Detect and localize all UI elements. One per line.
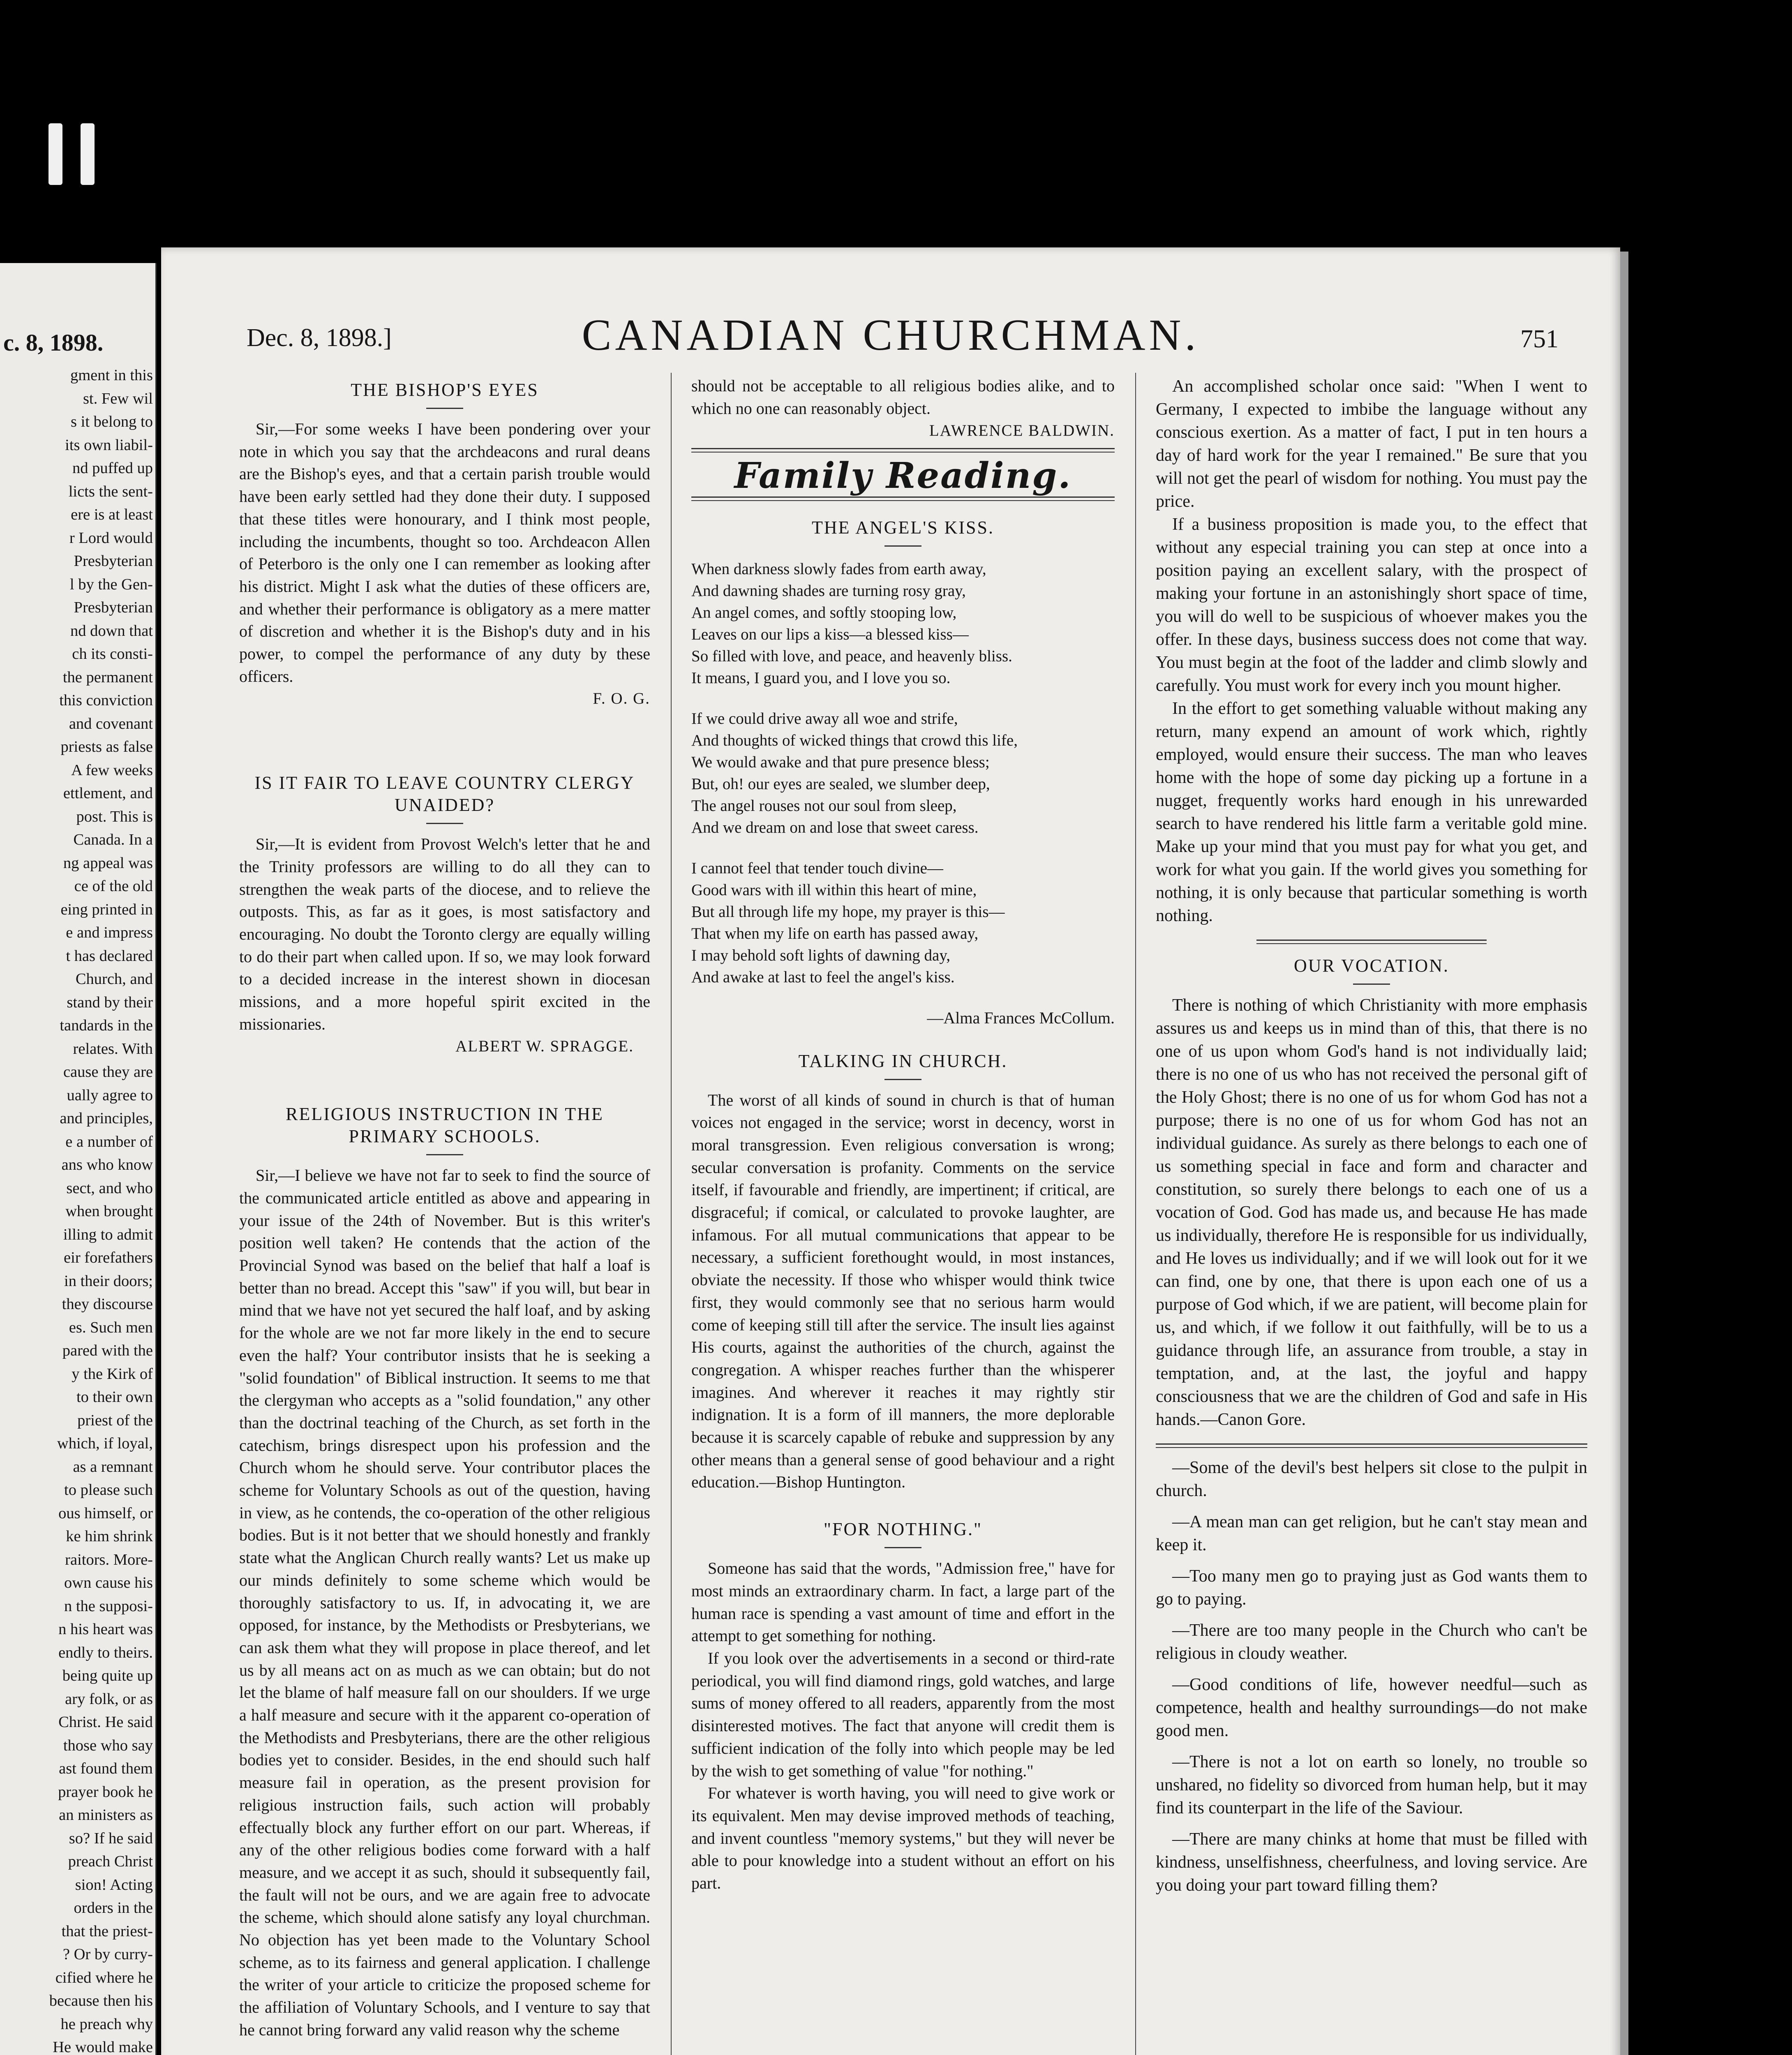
article-title: IS IT FAIR TO LEAVE COUNTRY CLERGY UNAIDED? [254,773,635,815]
left-page-line: A few weeks [71,761,153,779]
left-page-line: s it belong to [71,413,153,430]
left-page-line: tandards in the [60,1017,153,1034]
poem-title: THE ANGEL'S KISS. [812,517,994,538]
page-number: 751 [1520,325,1559,353]
left-page-line: Church, and [75,970,153,988]
left-page-line: gment in this [70,367,153,384]
left-page-line: es. Such men [69,1318,153,1336]
letter-signature: LAWRENCE BALDWIN. [929,422,1115,440]
poem-line: An angel comes, and softly stooping low, [691,603,957,621]
left-page-line: ettlement, and [63,785,153,802]
left-page-line: so? If he said [69,1829,153,1847]
left-page-line: cified where he [55,1969,153,1986]
left-page-line: ch its consti- [72,645,153,663]
left-page-line: raitors. More- [65,1551,153,1568]
left-page-line: n his heart was [58,1621,153,1638]
column-2 [691,375,1115,1895]
left-page-line: post. This is [76,808,153,825]
poem-line: That when my life on earth has passed away, [691,924,979,942]
quip: —A mean man can get religion, but he can't stay mean and keep it. [1156,1512,1587,1554]
left-page-line: Christ. He said [58,1713,153,1731]
page-edge [1620,252,1628,2055]
article-title: TALKING IN CHURCH. [798,1051,1008,1071]
left-page-line: illing to admit [63,1226,153,1243]
left-page-line: and covenant [69,715,153,732]
left-page-line: priest of the [77,1411,153,1429]
poem-line: If we could drive away all woe and strife, [691,709,958,727]
sprocket-hole [48,123,62,185]
left-page-line: nd down that [70,622,153,640]
left-partial-page [0,263,157,2055]
left-page-line: this conviction [59,692,153,709]
article-body: There is nothing of which Christianity with more emphasis assures us and keeps us in mind than of this, that there is no one of us upon whom God's hand is not individually laid; there is no one of us who has not received the personal gift of the Holy Ghost; there is no one of us for whom God has not a purpose; there is no one of us for whom God has not an individual guidance. As surely as there belongs to each one of us something special in face and form and character and constitution, so surely there belongs to each one of us a vocation of God. God has made us, and because He has made us individually, therefore He is responsible for us individually, and He loves us individually; and if we will look out for it we can find, one by one, that there is upon each one of us a purpose of God which, if we are patient, will become plain for us, and which, if we follow it out faithfully, will be to us a guidance through life, an assurance from trouble, a stay in temptation, and, at the last, the joyful and happy consciousness that we are the children of God and safe in His hands.—Canon Gore. [1156,996,1587,1429]
left-page-line: which, if loyal, [57,1435,153,1452]
letter-body: Sir,—I believe we have not far to seek to find the source of the communicated article entitled as above and appearing in your issue of the 24th of November. But is this writer's position well taken? He contends that the action of the Provincial Synod was based on the belief that half a loaf is better than no bread. Accept this "saw" if you will, but bear in mind that we have not yet secured the half loaf, and by asking for the whole are we not far more likely in the end to secure even the half? Your contributor insists that he is seeking a "solid foundation" of Biblical instruction. It seems to me that the clergyman who accepts as a "solid foundation," any other than the doctrinal teaching of the Church, as set forth in the catechism, brings disrespect upon his profession and the Church whom he should serve. Your contributor places the scheme for Voluntary Schools as out of the question, having in view, as he contends, the co-operation of the other religious bodies. But is it not better that we should honestly and frankly state what the Anglican Church really wants? Let us make up our minds definitely to some scheme which would be thoroughly satisfactory to us. If, in advocating it, we are opposed, for instance, by the Methodists or Presbyterians, we can ask them what they will propose in place thereof, and let us by all means act on as much as we can obtain; but do not let the blame of half measure fall on our shoulders. If we urge a half measure and secure with it the apparent co-operation of the Methodists and Presbyterians, there are the other religious bodies yet to consider. Besides, in the end should such half measure fail in operation, as the present provision for religious instruction fails, such action will probably effectually block any further effort on our part. Whereas, if any of the other religious bodies come forward with a half measure, and we accept it as such, should it subsequently fail, the fault will not be ours, and we are again free to advocate the scheme, which should alone satisfy any loyal churchman. No objection has yet been made to the Voluntary School scheme, as to its fairness and general application. I challenge the writer of your article to criticize the proposed scheme for the affiliation of Voluntary Schools, and I venture to say that he cannot bring forward any valid reason why the scheme [239,1166,650,2039]
left-page-line: priests as false [60,738,153,755]
section-rule [1256,940,1487,944]
title-dash [426,1154,463,1155]
left-page-line: l by the Gen- [69,575,153,593]
title-dash [426,408,463,409]
left-page-line: nd puffed up [72,459,153,477]
article-title: "FOR NOTHING." [824,1519,982,1540]
left-page-line: preach Christ [68,1853,153,1870]
left-page-line: ere is at least [71,506,153,523]
poem-line: And we dream on and lose that sweet caress. [691,818,979,836]
left-page-line: in their doors; [64,1272,153,1290]
title-dash [884,1079,921,1080]
left-page-line: sect, and who [66,1179,153,1197]
poem-line: And awake at last to feel the angel's kiss. [691,968,955,986]
left-page-line: that the priest- [61,1922,153,1940]
article-paragraph: For whatever is worth having, you will need to give work or its equivalent. Men may devise improved methods of teaching, and invent countless "memory systems," but they will never be able to pour knowledge into a student without an effort on his part. [691,1784,1115,1893]
poem-line: But all through life my hope, my prayer is this— [691,903,1005,921]
left-page-line: eing printed in [60,901,153,918]
poem-line: So filled with love, and peace, and heavenly bliss. [691,647,1012,665]
left-page-line: r Lord would [69,529,153,547]
poem-line: We would awake and that pure presence bless; [691,753,990,771]
column-1 [239,375,650,2041]
left-page-line: ary folk, or as [65,1690,153,1708]
left-page-line: ually agree to [67,1086,153,1104]
poem-line: And thoughts of wicked things that crowd this life, [691,731,1018,749]
poem [691,558,1115,988]
left-page-line: to please such [64,1481,153,1499]
left-page-line: st. Few wil [83,390,153,407]
section-rule [691,496,1115,501]
left-page-line: Presbyterian [74,552,153,570]
article-title: RELIGIOUS INSTRUCTION IN THE PRIMARY SCHOOLS. [286,1104,604,1147]
poem-credit: —Alma Frances McCollum. [927,1008,1115,1027]
left-page-line: and principles, [60,1110,153,1127]
issue-date: Dec. 8, 1898.] [247,324,392,352]
poem-line: When darkness slowly fades from earth away, [691,560,986,578]
left-page-line: an ministers as [59,1806,153,1824]
left-page-line: Presbyterian [74,599,153,616]
left-page-line: e a number of [65,1133,153,1150]
left-page-line: orders in the [74,1899,153,1916]
quips-list [1156,1456,1587,1897]
letter-signature: ALBERT W. SPRAGGE. [455,1037,634,1055]
poem-line: I cannot feel that tender touch divine— [691,859,943,877]
left-page-line: he preach why [60,2015,153,2033]
article-title: THE BISHOP'S EYES [351,380,539,400]
left-page-line: cause they are [63,1063,153,1081]
letter-body: Sir,—For some weeks I have been pondering over your note in which you say that the archdeacons and rural deans are the Bishop's eyes, and that a certain parish trouble would have been early settled had they done their duty. I supposed that these titles were honourary, and I think most people, including the incumbents, thought so too. Archdeacon Allen of Peterboro is the only one I can remember as looking after his district. Might I ask what the duties of these officers are, and whether their performance is obligatory as a mere matter of discretion and whether it is the Bishop's duty and in his power, to compel the performance of any duty by these officers. [239,420,650,686]
left-page-line: to their own [76,1388,153,1406]
title-dash [426,823,463,824]
section-rule [691,448,1115,453]
quip: —Good conditions of life, however needful—such as competence, health and healthy surroundings—do not make good men. [1156,1675,1587,1740]
left-page-line: t has declared [66,947,153,965]
poem-stanza [691,708,1115,838]
title-dash [884,545,921,547]
left-page-line: as a remnant [73,1458,153,1475]
left-page-line: ans who know [61,1156,153,1173]
left-page-line: ous himself, or [58,1504,153,1522]
quip: —There is not a lot on earth so lonely, no trouble so unshared, no fidelity so divorced from human help, but it may find its counterpart in the life of the Saviour. [1156,1753,1587,1817]
left-page-line: its own liabil- [65,436,153,454]
section-rule [1156,1443,1587,1448]
left-page-line: ? Or by curry- [62,1946,153,1963]
article-paragraph: An accomplished scholar once said: "When I went to Germany, I expected to imbibe the language without any conscious exertion. As a matter of fact, I put in ten hours a day of hard work for the year I remained." Be sure that you will not get the pearl of wisdom for nothing. You must pay the price. [1156,377,1587,511]
masthead-title: CANADIAN CHURCHMAN. [582,311,1200,360]
article-paragraph: If a business proposition is made you, to the effect that without any especial training you can step at once into a position paying an excellent salary, with the prospect of making your fortune in an astonishingly short space of time, you will do well to be suspicious of whoever makes you the offer. In these days, business success does not come that way. You must begin at the foot of the ladder and climb slowly and carefully. You must work for every inch you mount higher. [1156,515,1587,695]
left-page-header: c. 8, 1898. [3,329,104,356]
quip: —There are too many people in the Church who can't be religious in cloudy weather. [1156,1621,1587,1663]
letter-body: Sir,—It is evident from Provost Welch's letter that he and the Trinity professors are willing to do all they can to strengthen the weak parts of the diocese, and to relieve the outposts. This, as far as it goes, is most satisfactory and encouraging. No doubt the Toronto clergy are equally willing to do their part when called upon. If so, we may look forward to a decided increase in the interest shown in diocesan missions, and a more hopeful spirit excited in the missionaries. [239,835,650,1033]
title-dash [1353,984,1390,985]
poem-line: It means, I guard you, and I love you so. [691,669,951,687]
left-page-line: n the supposi- [64,1597,153,1615]
poem-line: And dawning shades are turning rosy gray, [691,582,966,600]
poem-line: I may behold soft lights of dawning day, [691,946,951,964]
poem-line: But, oh! our eyes are sealed, we slumber deep, [691,775,990,793]
left-page-line: He would make [53,2039,153,2055]
left-page-line: licts the sent- [68,483,153,500]
article-title: OUR VOCATION. [1294,956,1449,976]
poem-line: The angel rouses not our soul from sleep, [691,797,957,815]
poem-stanza [691,558,1115,689]
quip: —There are many chinks at home that must be filled with kindness, unselfishness, cheerfulness, and loving service. Are you doing your part toward filling them? [1156,1830,1587,1895]
article-paragraph: If you look over the advertisements in a second or third-rate periodical, you will find diamond rings, gold watches, and large sums of money offered to all readers, apparently from the most disinterested motives. The fact that anyone will credit them is sufficient indication of the folly into which people may be led by the wish to get something of value "for nothing." [691,1649,1115,1780]
left-page-line: eir forefathers [64,1249,153,1266]
left-page-line: endly to theirs. [58,1644,153,1661]
left-page-line: those who say [63,1736,153,1754]
left-page-line: prayer book he [58,1783,153,1801]
left-page-line: y the Kirk of [72,1365,153,1383]
left-page-line: being quite up [62,1667,153,1684]
left-page-line: stand by their [67,993,153,1011]
left-page-line: when brought [65,1203,153,1220]
poem-line: Leaves on our lips a kiss—a blessed kiss— [691,625,969,643]
letter-signature: F. O. G. [593,690,650,708]
article-paragraph: In the effort to get something valuable without making any return, many expend an amount of work which, rightly employed, would ensure their success. The man who leaves home with the hope of some day picking up a fortune in a nugget, frequently works hard enough in his unrewarded search to have rendered his little farm a veritable gold mine. Make up your mind that you must pay for what you get, and work for what you gain. If the world gives you something for nothing, it is only because that particular something is worth nothing. [1156,699,1587,925]
left-page-line: ast found them [59,1760,153,1777]
column-rule [671,373,672,2055]
left-page-line: Canada. In a [73,831,153,848]
left-page-line: ng appeal was [63,854,153,872]
left-page-text [0,364,153,2055]
article-body: The worst of all kinds of sound in church is that of human voices not engaged in the service; worst in decency, worst in moral transgression. Even religious conversation is wrong; secular conversation is profanity. Comments on the service itself, if favourable and friendly, are impertinent; if critical, are disgraceful; if comical, or calculated to provoke laughter, are infamous. For all mutual communications that appear to be necessary, a sufficient forethought would, in most instances, obviate the necessity. If those who whisper would think twice first, they would commonly see that no serious harm would come of keeping still till after the service. The insult lies against His courts, against the authorities of the church, against the congregation. A whisper reaches further than the whisperer imagines. And wherever it reaches it may rightly stir indignation. It is a form of ill manners, the more deplorable because it is scarcely capable of rebuke and suppression by any other means than a general sense of good behaviour and a right education.—Bishop Huntington. [691,1090,1115,1492]
newspaper-page [161,247,1620,2055]
poem-stanza [691,857,1115,988]
left-page-line: because then his [49,1992,153,2009]
section-heading: Family Reading. [734,455,1072,497]
column-rule [1135,373,1136,2055]
left-page-line: the permanent [62,668,153,686]
left-page-line: relates. With [73,1040,153,1058]
left-page-line: own cause his [64,1574,153,1591]
left-page-line: pared with the [62,1342,153,1359]
continued-text: should not be acceptable to all religious bodies alike, and to which no one can reasonably object. [691,376,1115,418]
poem-line: Good wars with ill within this heart of mine, [691,881,977,899]
article-paragraph: Someone has said that the words, "Admission free," have for most minds an extraordinary charm. In fact, a large part of the human race is spending a vast amount of time and effort in the attempt to get something for nothing. [691,1559,1115,1645]
left-page-line: e and impress [66,924,153,941]
title-dash [884,1547,921,1548]
sprocket-hole [81,123,95,185]
left-page-line: sion! Acting [75,1876,153,1893]
left-page-line: they discourse [62,1295,153,1313]
quip: —Too many men go to praying just as God wants them to go to paying. [1156,1567,1587,1609]
left-page-line: ce of the old [74,877,153,895]
quip: —Some of the devil's best helpers sit close to the pulpit in church. [1156,1458,1587,1500]
left-page-line: ke him shrink [66,1528,153,1545]
column-3 [1156,375,1587,1897]
